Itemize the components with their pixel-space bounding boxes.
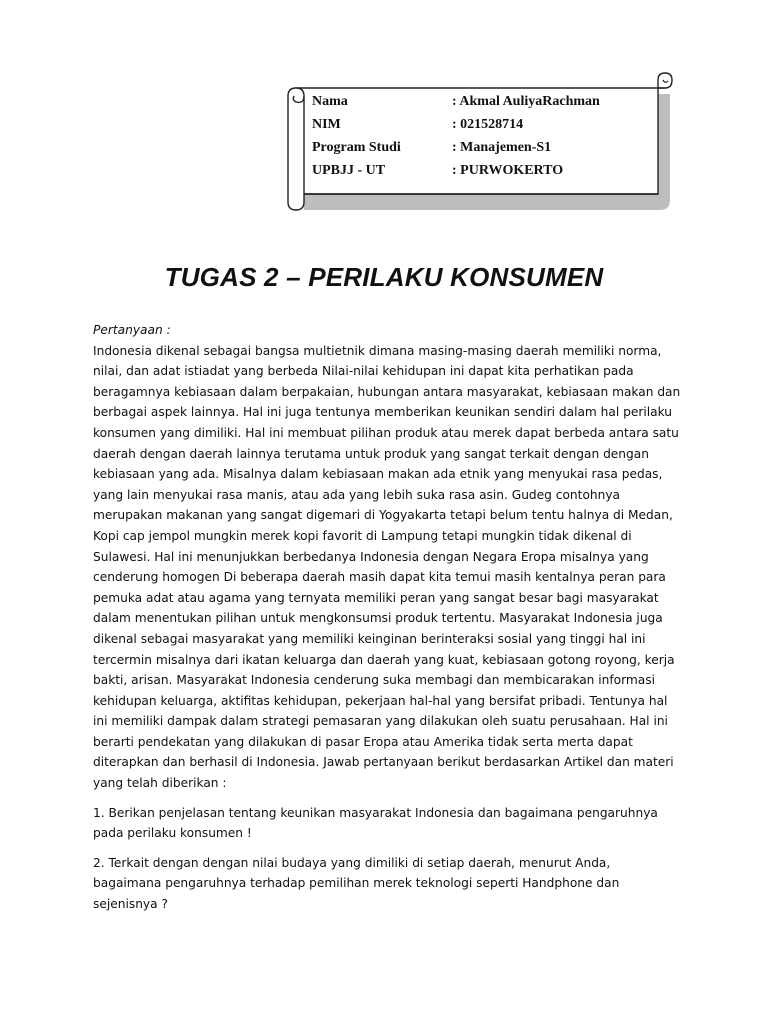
info-label: UPBJJ - UT xyxy=(312,163,386,178)
info-label: Nama xyxy=(312,94,348,109)
intro-paragraph: Indonesia dikenal sebagai bangsa multietnik dimana masing-masing daerah memiliki norma, nilai, dan adat istiadat yang berbeda Nilai-nilai kehidupan ini dapat kita perhatikan pada beragamnya kebiasaan dalam berpakaian, hubungan antara masyarakat, kebiasaan makan dan berbagai aspek lainnya. Hal ini juga tentunya memberikan keunikan sendiri dalam hal perilaku konsumen yang dimiliki. Hal ini membuat pilihan produk atau merek dapat berbeda antara satu daerah dengan daerah lainnya terutama untuk produk yang sangat terkait dengan dengan kebiasaan yang ada. Misalnya dalam kebiasaan makan ada etnik yang menyukai rasa pedas, yang lain menyukai rasa manis, atau ada yang lebih suka rasa asin. Gudeg contohnya merupakan makanan yang sangat digemari di Yogyakarta tetapi belum tentu halnya di Medan, Kopi cap jempol mungkin merek kopi favorit di Lampung tetapi mungkin tidak dikenal di Sulawesi. Hal ini menunjukkan berbedanya Indonesia dengan Negara Eropa misalnya yang cenderung homogen Di beberapa daerah masih dapat kita temui masih kentalnya peran para pemuka adat atau agama yang ternyata memiliki peran yang sangat besar bagi masyarakat dalam menentukan pilihan untuk mengkonsumsi produk tertentu. Masyarakat Indonesia juga dikenal sebagai masyarakat yang memiliki keinginan berinteraksi sosial yang tinggi hal ini tercermin misalnya dari ikatan keluarga dan daerah yang kuat, kebiasaan gotong royong, kerja bakti, arisan. Masyarakat Indonesia cenderung suka membagi dan membicarakan informasi kehidupan keluarga, aktifitas kehidupan, pekerjaan hal-hal yang bersifat pribadi. Tentunya hal ini memiliki dampak dalam strategi pemasaran yang dilakukan oleh suatu perusahaan. Hal ini berarti pendekatan yang dilakukan di pasar Eropa atau Amerika tidak serta merta dapat diterapkan dan berhasil di Indonesia. Jawab pertanyaan berikut berdasarkan Artikel dan materi yang telah diberikan : xyxy=(93,343,681,791)
page-title: TUGAS 2 – PERILAKU KONSUMEN xyxy=(164,262,604,292)
info-value: : PURWOKERTO xyxy=(452,163,564,178)
question-1: 1. Berikan penjelasan tentang keunikan masyarakat Indonesia dan bagaimana pengaruhnya pada perilaku konsumen ! xyxy=(93,805,658,841)
question-2: 2. Terkait dengan dengan nilai budaya yang dimiliki di setiap daerah, menurut Anda, bagaimana pengaruhnya terhadap pemilihan merek teknologi seperti Handphone dan sejenisnya ? xyxy=(93,855,620,912)
info-value: : Akmal AuliyaRachman xyxy=(452,94,600,109)
info-label: NIM xyxy=(312,117,341,132)
document-body xyxy=(93,320,681,924)
info-label: Program Studi xyxy=(312,140,401,155)
question-heading: Pertanyaan : xyxy=(93,323,171,337)
info-value: : Manajemen-S1 xyxy=(452,140,552,155)
info-value: : 021528714 xyxy=(452,117,524,132)
